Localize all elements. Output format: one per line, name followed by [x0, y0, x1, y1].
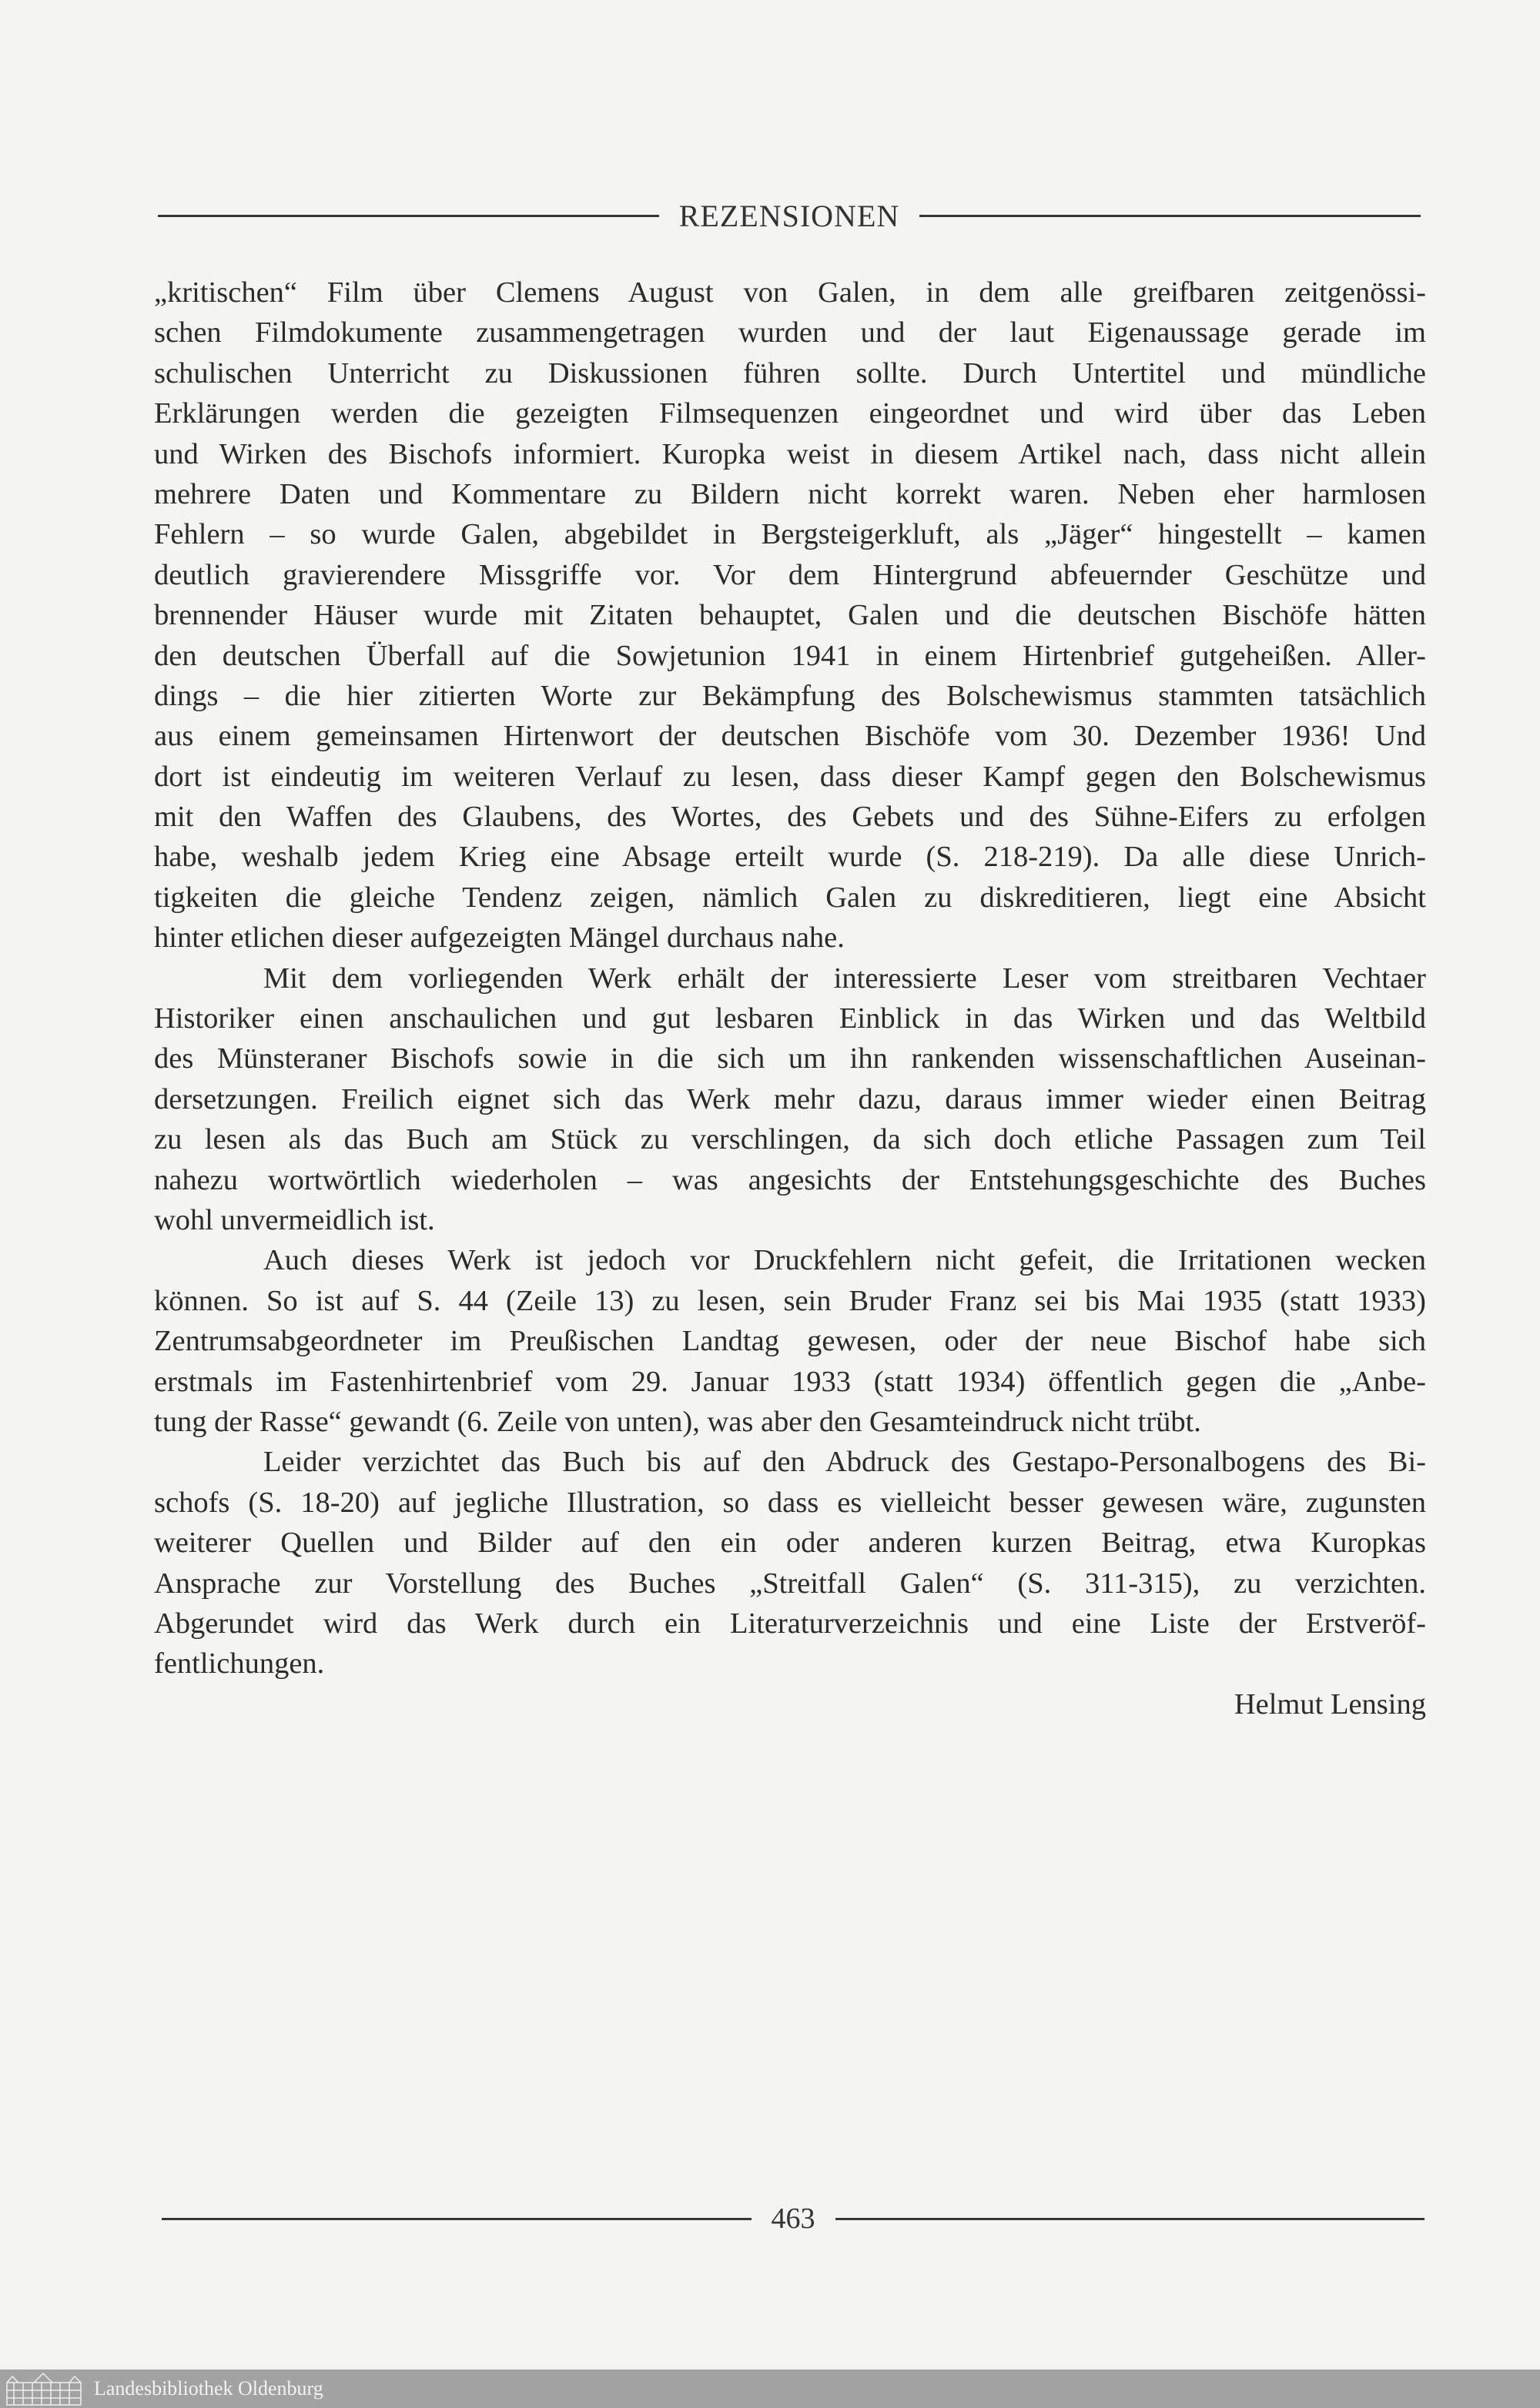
text-line: tigkeiten die gleiche Tendenz zeigen, nämlich Galen zu diskreditieren, liegt eine Absicht	[154, 881, 1426, 914]
text-line: Zentrumsabgeordneter im Preußischen Landtag gewesen, oder der neue Bischof habe sich	[154, 1325, 1426, 1358]
text-line: „kritischen“ Film über Clemens August von Galen, in dem alle greifbaren zeitgenössi-	[154, 276, 1426, 309]
running-header	[158, 192, 1421, 239]
header-rule-right	[919, 215, 1421, 217]
library-banner	[0, 2370, 1540, 2408]
text-line: wohl unvermeidlich ist.	[154, 1203, 435, 1236]
author-signature: Helmut Lensing	[1234, 1687, 1426, 1721]
text-line: dersetzungen. Freilich eignet sich das Werk mehr dazu, daraus immer wieder einen Beitrag	[154, 1082, 1426, 1115]
footer-rule-right	[835, 2218, 1425, 2220]
text-line: erstmals im Fastenhirtenbrief vom 29. Januar 1933 (statt 1934) öffentlich gegen die „Anbe-	[154, 1365, 1426, 1398]
page-number: 463	[771, 2202, 815, 2235]
text-line: habe, weshalb jedem Krieg eine Absage erteilt wurde (S. 218-219). Da alle diese Unrich-	[154, 841, 1426, 874]
text-line: Historiker einen anschaulichen und gut lesbaren Einblick in das Wirken und das Weltbild	[154, 1002, 1426, 1035]
text-line: dort ist eindeutig im weiteren Verlauf zu lesen, dass dieser Kampf gegen den Bolschewismus	[154, 760, 1426, 793]
text-line: nahezu wortwörtlich wiederholen – was angesichts der Entstehungsgeschichte des Buches	[154, 1163, 1426, 1196]
text-line: zu lesen als das Buch am Stück zu verschlingen, da sich doch etliche Passagen zum Teil	[154, 1123, 1426, 1156]
text-line: den deutschen Überfall auf die Sowjetunion 1941 in einem Hirtenbrief gutgeheißen. Aller-	[154, 639, 1426, 672]
text-line: und Wirken des Bischofs informiert. Kuropka weist in diesem Artikel nach, dass nicht allein	[154, 437, 1426, 470]
text-line: brennender Häuser wurde mit Zitaten behauptet, Galen und die deutschen Bischöfe hätten	[154, 599, 1426, 632]
text-line: mit den Waffen des Glaubens, des Wortes, des Gebets und des Sühne-Eifers zu erfolgen	[154, 801, 1426, 834]
text-line: können. So ist auf S. 44 (Zeile 13) zu lesen, sein Bruder Franz sei bis Mai 1935 (statt 1933)	[154, 1284, 1426, 1317]
section-title: REZENSIONEN	[678, 198, 900, 233]
text-line: Auch dieses Werk ist jedoch vor Druckfehlern nicht gefeit, die Irritationen wecken	[263, 1244, 1426, 1277]
text-line: Abgerundet wird das Werk durch ein Literaturverzeichnis und eine Liste der Erstveröf-	[154, 1607, 1426, 1640]
text-line: Fehlern – so wurde Galen, abgebildet in Bergsteigerkluft, als „Jäger“ hingestellt – kamen	[154, 518, 1426, 551]
text-line: fentlichungen.	[154, 1647, 325, 1681]
text-line: deutlich gravierendere Missgriffe vor. Vor dem Hintergrund abfeuernder Geschütze und	[154, 558, 1426, 591]
page-footer	[162, 2196, 1424, 2242]
library-building-icon	[5, 2372, 83, 2406]
text-line: mehrere Daten und Kommentare zu Bildern nicht korrekt waren. Neben eher harmlosen	[154, 477, 1426, 510]
text-line: Leider verzichtet das Buch bis auf den Abdruck des Gestapo-Personalbogens des Bi-	[263, 1446, 1426, 1479]
text-line: weiterer Quellen und Bilder auf den ein oder anderen kurzen Beitrag, etwa Kuropkas	[154, 1527, 1426, 1560]
text-line: hinter etlichen dieser aufgezeigten Mängel durchaus nahe.	[154, 921, 845, 955]
text-line: des Münsteraner Bischofs sowie in die sich um ihn rankenden wissenschaftlichen Auseinan-	[154, 1042, 1426, 1075]
text-line: aus einem gemeinsamen Hirtenwort der deutschen Bischöfe vom 30. Dezember 1936! Und	[154, 720, 1426, 753]
review-body	[154, 273, 1426, 1724]
library-name: Landesbibliothek Oldenburg	[94, 2377, 323, 2400]
text-line: Ansprache zur Vorstellung des Buches „Streitfall Galen“ (S. 311-315), zu verzichten.	[154, 1567, 1426, 1600]
text-line: schulischen Unterricht zu Diskussionen führen sollte. Durch Untertitel und mündliche	[154, 356, 1426, 390]
text-line: dings – die hier zitierten Worte zur Bekämpfung des Bolschewismus stammten tatsächlich	[154, 679, 1426, 712]
text-line: Mit dem vorliegenden Werk erhält der interessierte Leser vom streitbaren Vechtaer	[263, 962, 1426, 995]
text-line: schen Filmdokumente zusammengetragen wurden und der laut Eigenaussage gerade im	[154, 316, 1426, 349]
footer-rule-left	[162, 2218, 752, 2220]
header-rule-left	[158, 215, 659, 217]
text-line: schofs (S. 18-20) auf jegliche Illustration, so dass es vielleicht besser gewesen wäre, zugunsten	[154, 1486, 1426, 1519]
text-line: Erklärungen werden die gezeigten Filmsequenzen eingeordnet und wird über das Leben	[154, 397, 1426, 430]
text-line: tung der Rasse“ gewandt (6. Zeile von unten), was aber den Gesamteindruck nicht trübt.	[154, 1405, 1201, 1438]
